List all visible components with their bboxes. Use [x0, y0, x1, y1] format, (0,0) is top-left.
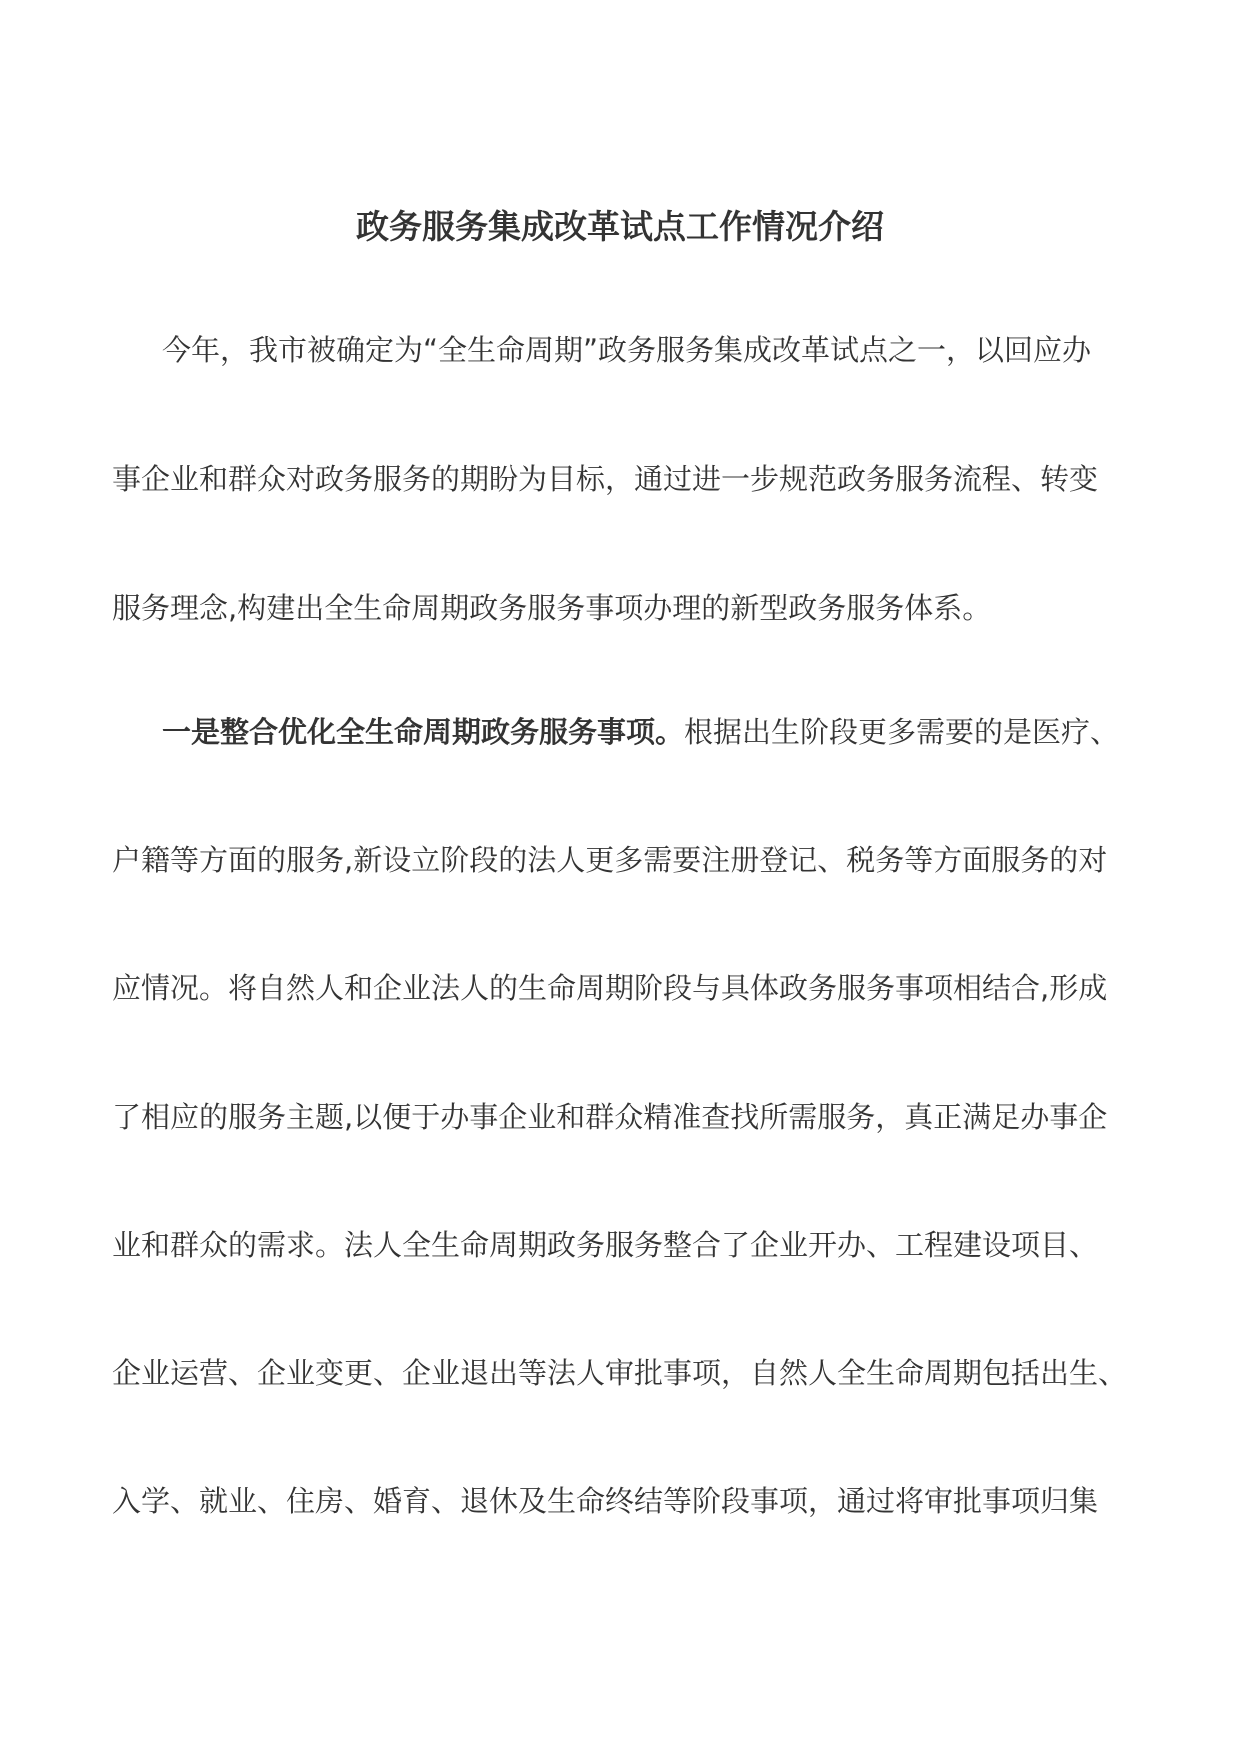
- point-heading-continuation: 根据出生阶段更多需要的是医疗、: [684, 715, 1120, 749]
- paragraph-2-line-4: 了相应的服务主题,以便于办事企业和群众精准查找所需服务，真正满足办事企: [112, 1100, 1108, 1134]
- point-heading: 一是整合优化全生命周期政务服务事项。: [162, 715, 685, 749]
- document-title: 政务服务集成改革试点工作情况介绍: [356, 207, 884, 246]
- paragraph-2-line-6: 企业运营、企业变更、企业退出等法人审批事项，自然人全生命周期包括出生、: [112, 1356, 1128, 1390]
- paragraph-2-line-3: 应情况。将自然人和企业法人的生命周期阶段与具体政务服务事项相结合,形成: [112, 971, 1108, 1005]
- paragraph-1-line-1: 今年，我市被确定为“全生命周期”政务服务集成改革试点之一，以回应办: [162, 333, 1092, 367]
- paragraph-2-line-7: 入学、就业、住房、婚育、退休及生命终结等阶段事项，通过将审批事项归集: [112, 1484, 1099, 1518]
- paragraph-2-line-5: 业和群众的需求。法人全生命周期政务服务整合了企业开办、工程建设项目、: [112, 1228, 1099, 1262]
- paragraph-2-line-2: 户籍等方面的服务,新设立阶段的法人更多需要注册登记、税务等方面服务的对: [112, 843, 1108, 877]
- paragraph-1-line-3: 服务理念,构建出全生命周期政务服务事项办理的新型政务服务体系。: [112, 591, 992, 625]
- paragraph-2-line-1: [162, 712, 1142, 752]
- paragraph-1-line-2: 事企业和群众对政务服务的期盼为目标，通过进一步规范政务服务流程、转变: [112, 462, 1099, 496]
